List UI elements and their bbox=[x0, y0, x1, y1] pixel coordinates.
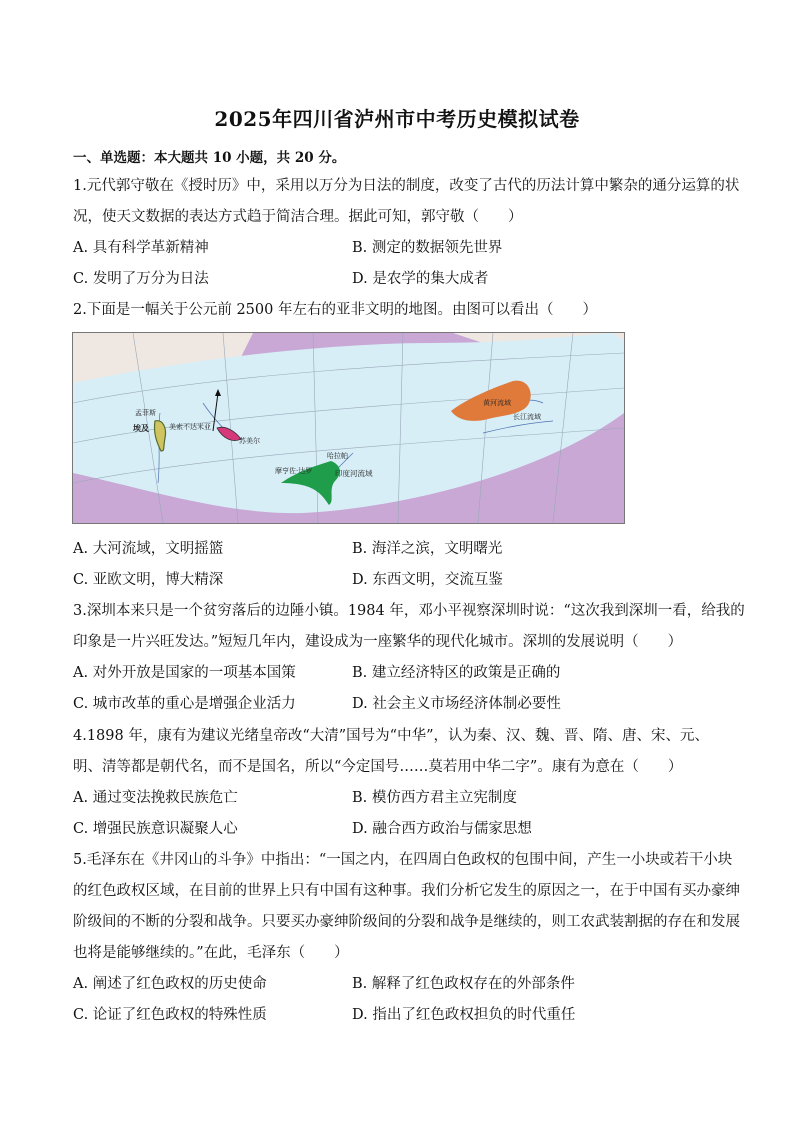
question-3-option-c: C. 城市改革的重心是增强企业活力 bbox=[73, 696, 296, 712]
question-3-line-1: 3.深圳本来只是一个贫穷落后的边陲小镇。1984 年，邓小平视察深圳时说：“这次我到深圳一看，给我的 bbox=[73, 603, 745, 619]
question-5-option-d: D. 指出了红色政权担负的时代重任 bbox=[352, 1007, 576, 1023]
question-5-line-4: 也将是能够继续的。”在此，毛泽东（ ） bbox=[73, 945, 349, 961]
map-label-yellow-river: 黄河流域 bbox=[483, 399, 511, 407]
question-4-option-d: D. 融合西方政治与儒家思想 bbox=[352, 821, 532, 837]
map-label-indus: 印度河流域 bbox=[335, 469, 373, 478]
question-4-line-1: 4.1898 年，康有为建议光绪皇帝改“大清”国号为“中华”，认为秦、汉、魏、晋、隋、唐、宋、元、 bbox=[73, 728, 709, 744]
question-1-option-d: D. 是农学的集大成者 bbox=[352, 271, 489, 287]
question-4-line-2: 明、清等都是朝代名，而不是国名，所以“今定国号……莫若用中华二字”。康有为意在（ ） bbox=[73, 759, 683, 775]
question-1-line-1: 1.元代郭守敬在《授时历》中，采用以万分为日法的制度，改变了古代的历法计算中繁杂的通分运算的状 bbox=[73, 178, 740, 194]
question-5-line-3: 阶级间的不断的分裂和战争。只要买办豪绅阶级间的分裂和战争是继续的，则工农武装割据的存在和发展 bbox=[73, 914, 740, 930]
map-label-harappa: 哈拉帕 bbox=[327, 452, 348, 460]
question-1-option-c: C. 发明了万分为日法 bbox=[73, 271, 209, 287]
question-3-line-2: 印象是一片兴旺发达。”短短几年内，建设成为一座繁华的现代化城市。深圳的发展说明（ ） bbox=[73, 634, 683, 650]
question-3-option-b: B. 建立经济特区的政策是正确的 bbox=[352, 665, 561, 681]
question-4-option-b: B. 模仿西方君主立宪制度 bbox=[352, 790, 517, 806]
question-5-option-b: B. 解释了红色政权存在的外部条件 bbox=[352, 976, 575, 992]
map-label-egypt: 埃及 bbox=[133, 424, 149, 433]
question-5-line-2: 的红色政权区域，在目前的世界上只有中国有这种事。我们分析它发生的原因之一，在于中国有买办豪绅 bbox=[73, 883, 740, 899]
map-label-mohenjo: 摩亨佐·达罗 bbox=[275, 467, 313, 475]
question-5-option-c: C. 论证了红色政权的特殊性质 bbox=[73, 1007, 267, 1023]
question-2-option-a: A. 大河流域，文明摇篮 bbox=[73, 541, 224, 557]
question-3-option-a: A. 对外开放是国家的一项基本国策 bbox=[73, 665, 296, 681]
ancient-civilizations-map bbox=[72, 332, 625, 524]
question-1-option-b: B. 测定的数据领先世界 bbox=[352, 240, 503, 256]
question-1-line-2: 况，使天文数据的表达方式趋于简洁合理。据此可知，郭守敬（ ） bbox=[73, 209, 523, 225]
question-2-option-c: C. 亚欧文明，博大精深 bbox=[73, 572, 224, 588]
section-heading: 一、单选题：本大题共 10 小题，共 20 分。 bbox=[73, 150, 346, 166]
question-5-option-a: A. 阐述了红色政权的历史使命 bbox=[73, 976, 267, 992]
question-4-option-c: C. 增强民族意识凝聚人心 bbox=[73, 821, 238, 837]
question-2-line-1: 2.下面是一幅关于公元前 2500 年左右的亚非文明的地图。由图可以看出（ ） bbox=[73, 302, 597, 318]
question-3-option-d: D. 社会主义市场经济体制必要性 bbox=[352, 696, 561, 712]
question-2-option-d: D. 东西文明，交流互鉴 bbox=[352, 572, 503, 588]
page-title: 2025年四川省泸州市中考历史模拟试卷 bbox=[214, 107, 580, 131]
map-label-sumer: 苏美尔 bbox=[239, 437, 260, 445]
question-2-option-b: B. 海洋之滨，文明曙光 bbox=[352, 541, 503, 557]
question-5-line-1: 5.毛泽东在《井冈山的斗争》中指出：“一国之内，在四周白色政权的包围中间，产生一小块或若干小块 bbox=[73, 852, 733, 868]
map-label-memphis: 孟菲斯 bbox=[135, 409, 156, 417]
map-label-yangtze: 长江流域 bbox=[513, 413, 541, 421]
map-label-mesopotamia: 美索不达米亚 bbox=[169, 423, 211, 431]
question-1-option-a: A. 具有科学革新精神 bbox=[73, 240, 209, 256]
question-4-option-a: A. 通过变法挽救民族危亡 bbox=[73, 790, 238, 806]
map-svg bbox=[73, 333, 624, 523]
